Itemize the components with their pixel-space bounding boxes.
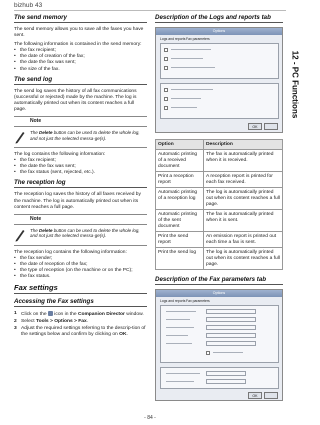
send-log-contains: The log contains the following information: (14, 152, 106, 158)
table-cell: The fax is automatically printed when it is sent. (204, 210, 283, 232)
column-header: Description (204, 140, 283, 150)
tab-logs-reports: Logs and reports (160, 299, 186, 303)
field-box (206, 309, 256, 314)
checkbox (164, 88, 168, 92)
note-text: The Delete button can be used to delete the whole log, and not just the selected messa-ge(s). (30, 227, 140, 239)
placeholder-line (171, 98, 201, 99)
table-header-row (156, 140, 283, 150)
table-cell: Print the send report (156, 232, 204, 248)
list-item: • the type of reception (on the machine or on the PC); (14, 268, 147, 274)
table-cell: The log is automatically printed out when its content reaches a full page. (204, 188, 283, 210)
ok-button: OK (248, 123, 262, 130)
dialog-title: Options (156, 290, 282, 297)
checkbox (164, 97, 168, 101)
list-item: • the date of creation of the fax; (14, 54, 147, 60)
placeholder-line (171, 58, 203, 59)
fax-settings-heading: Fax settings (14, 283, 147, 294)
send-memory-contains: The following information is contained in the send memory: (14, 42, 142, 48)
tab-logs-reports: Logs and reports (160, 37, 186, 41)
list-item: • the fax status (sent, rejected, etc.). (14, 170, 147, 176)
placeholder-line (166, 343, 192, 344)
step-item: 2 Select Tools > Options > Fax. (14, 319, 89, 325)
note-title: Note (14, 116, 147, 127)
table-cell: An emission report is printed out each time a fax is sent. (204, 232, 283, 248)
placeholder-line (166, 311, 196, 312)
reception-log-intro: The reception log saves the history of all faxes received by the machine. The log is automatically printed out when its content reaches a full page. (14, 192, 141, 210)
reception-log-note (14, 214, 147, 246)
cancel-icon (264, 392, 278, 399)
send-log-intro: The send log saves the history of all fax communications (successful or rejected) made by the machine. The log is automatically printed out when its content reaches a full page. (14, 88, 137, 112)
field-box (206, 341, 256, 346)
table-cell: Automatic printing of a received document (156, 150, 204, 172)
placeholder-line (171, 107, 197, 108)
placeholder-line (166, 327, 194, 328)
table-row (156, 232, 283, 248)
field-box (206, 325, 256, 330)
left-column (14, 14, 147, 339)
logs-reports-screenshot (155, 27, 283, 133)
chapter-side-tab (289, 24, 300, 144)
dialog-title: Options (156, 28, 282, 35)
options-table (155, 139, 283, 270)
table-cell: Automatic printing of the sent document (156, 210, 204, 232)
reception-log-heading: The reception log (14, 179, 147, 188)
list-item: • the date the fax was sent; (14, 60, 147, 66)
fax-settings-steps (14, 311, 147, 338)
list-item: • the fax recipient; (14, 48, 147, 54)
field-box (206, 333, 256, 338)
note-text: The Delete button can be used to delete the whole log, and not just the selected messa-ge(s). (30, 130, 140, 141)
checkbox (164, 66, 168, 70)
tab-fax-parameters: Fax parameters (186, 37, 210, 41)
fax-params-heading: Description of the Fax parameters tab (155, 276, 283, 285)
send-log-heading: The send log (14, 76, 147, 85)
field-box (206, 379, 246, 384)
right-column (155, 14, 283, 401)
pen-icon (14, 130, 26, 144)
list-item: • the size of the fax. (14, 67, 147, 73)
send-log-note (14, 116, 147, 148)
header-rule (14, 10, 286, 11)
note-title: Note (14, 214, 147, 225)
placeholder-line (166, 381, 194, 382)
tab-fax-parameters: Fax parameters (186, 299, 210, 303)
checkbox (164, 106, 168, 110)
list-item: • the fax status. (14, 274, 147, 280)
checkbox (164, 48, 168, 52)
table-row (156, 150, 283, 172)
fax-params-screenshot (155, 289, 283, 401)
placeholder-line (166, 373, 200, 374)
table-cell: The fax is automatically printed when it is received. (204, 150, 283, 172)
table-row (156, 210, 283, 232)
checkbox (164, 57, 168, 61)
table-row (156, 248, 283, 270)
placeholder-line (171, 49, 211, 50)
placeholder-line (166, 319, 190, 320)
table-cell: The log is automatically printed out when its content reaches a full page. (204, 248, 283, 270)
table-cell: A reception report is printed for each fax received. (204, 172, 283, 188)
send-memory-heading: The send memory (14, 14, 147, 23)
reception-log-list (14, 256, 147, 280)
list-item: • the fax sender; (14, 256, 147, 262)
list-item: • the date the fax was sent; (14, 164, 147, 170)
table-cell: Print the send log (156, 248, 204, 270)
table-row (156, 188, 283, 210)
fax-settings-subheading: Accessing the Fax settings (14, 298, 147, 307)
list-item: • the fax recipient; (14, 158, 147, 164)
list-item: • the date of reception of the fax; (14, 262, 147, 268)
placeholder-line (171, 67, 215, 68)
send-memory-list (14, 48, 147, 72)
field-box (206, 317, 256, 322)
placeholder-line (213, 352, 243, 353)
send-memory-intro: The send memory allows you to save all the faxes you have sent. (14, 27, 144, 39)
ok-button: OK (248, 392, 262, 399)
checkbox (206, 351, 210, 355)
field-box (206, 371, 246, 376)
logs-tab-heading: Description of the Logs and reports tab (155, 14, 283, 23)
cancel-icon (264, 123, 278, 130)
step-item: 3 Adjust the required settings referring to the descrip-tion of the settings below and confirm by clicking on OK. (14, 326, 146, 338)
placeholder-line (166, 335, 188, 336)
reception-log-contains: The reception log contains the following information: (14, 249, 127, 255)
column-header: Option (156, 140, 204, 150)
table-cell: Print a reception report (156, 172, 204, 188)
page-number: - 84 - (144, 415, 156, 421)
placeholder-line (171, 89, 213, 90)
table-cell: Automatic printing of a reception log (156, 188, 204, 210)
pen-icon (14, 228, 26, 242)
send-log-list (14, 158, 147, 176)
doc-title: bizhub 43 (14, 2, 43, 9)
step-item: 1 Click on the icon in the Companion Director window. (14, 311, 144, 317)
table-row (156, 172, 283, 188)
chapter-label: 12 - PC Functions (290, 50, 299, 118)
